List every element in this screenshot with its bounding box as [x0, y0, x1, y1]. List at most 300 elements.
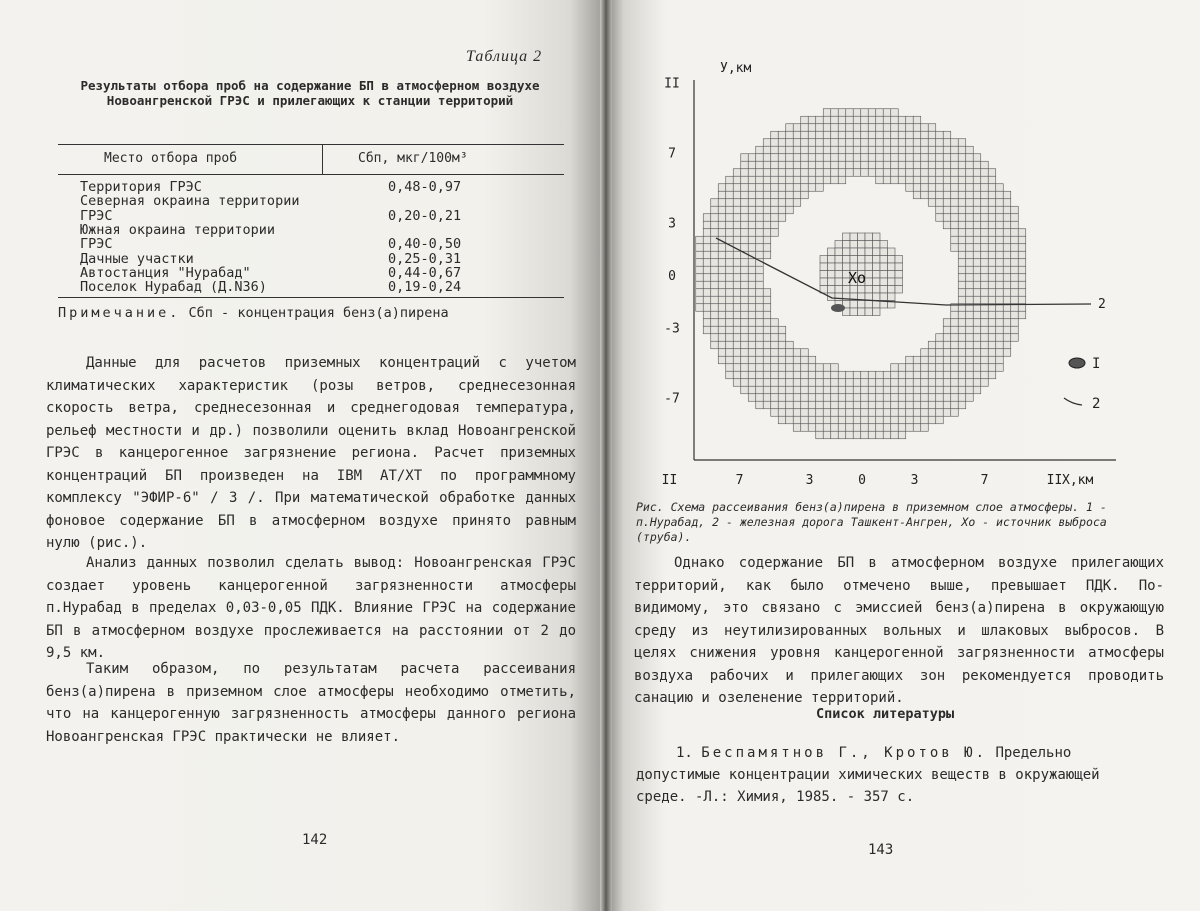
outer-ring-cell — [891, 109, 899, 117]
outer-ring-cell — [891, 154, 899, 162]
outer-ring-cell — [808, 401, 816, 409]
inner-ring-cell — [873, 263, 881, 271]
outer-ring-cell — [958, 259, 966, 267]
outer-ring-cell — [951, 401, 959, 409]
outer-ring-cell — [1011, 296, 1019, 304]
outer-ring-cell — [703, 266, 711, 274]
outer-ring-cell — [958, 146, 966, 154]
table-cell-value: 0,48-0,97 — [388, 179, 462, 195]
outer-ring-cell — [711, 274, 719, 282]
outer-ring-cell — [891, 379, 899, 387]
outer-ring-cell — [988, 259, 996, 267]
outer-ring-cell — [846, 416, 854, 424]
outer-ring-cell — [726, 296, 734, 304]
outer-ring-cell — [718, 229, 726, 237]
outer-ring-cell — [958, 379, 966, 387]
outer-ring-cell — [943, 206, 951, 214]
outer-ring-cell — [868, 371, 876, 379]
outer-ring-cell — [741, 326, 749, 334]
outer-ring-cell — [703, 289, 711, 297]
outer-ring-cell — [1003, 266, 1011, 274]
outer-ring-cell — [981, 341, 989, 349]
outer-ring-cell — [898, 116, 906, 124]
outer-ring-cell — [741, 304, 749, 312]
outer-ring-cell — [1011, 281, 1019, 289]
outer-ring-cell — [988, 296, 996, 304]
outer-ring-cell — [771, 146, 779, 154]
outer-ring-cell — [771, 221, 779, 229]
outer-ring-cell — [853, 109, 861, 117]
outer-ring-cell — [741, 206, 749, 214]
outer-ring-cell — [906, 124, 914, 132]
right-paragraph — [634, 552, 1164, 710]
outer-ring-cell — [846, 139, 854, 147]
outer-ring-cell — [966, 191, 974, 199]
outer-ring-cell — [996, 236, 1004, 244]
outer-ring-cell — [846, 124, 854, 132]
outer-ring-cell — [1003, 341, 1011, 349]
outer-ring-cell — [801, 124, 809, 132]
outer-ring-cell — [936, 146, 944, 154]
outer-ring-cell — [846, 409, 854, 417]
outer-ring-cell — [943, 401, 951, 409]
outer-ring-cell — [726, 371, 734, 379]
outer-ring-cell — [996, 364, 1004, 372]
outer-ring-cell — [981, 281, 989, 289]
outer-ring-cell — [936, 169, 944, 177]
outer-ring-cell — [771, 334, 779, 342]
outer-ring-cell — [823, 386, 831, 394]
outer-ring-cell — [861, 169, 869, 177]
y-tick-label: 3 — [668, 216, 676, 232]
outer-ring-cell — [816, 161, 824, 169]
outer-ring-cell — [921, 169, 929, 177]
outer-ring-cell — [771, 326, 779, 334]
outer-ring-cell — [718, 341, 726, 349]
outer-ring-cell — [733, 176, 741, 184]
outer-ring-cell — [1003, 236, 1011, 244]
outer-ring-cell — [823, 169, 831, 177]
outer-ring-cell — [973, 214, 981, 222]
outer-ring-cell — [853, 116, 861, 124]
outer-ring-cell — [958, 274, 966, 282]
outer-ring-cell — [868, 154, 876, 162]
outer-ring-cell — [763, 341, 771, 349]
outer-ring-cell — [846, 431, 854, 439]
outer-ring-cell — [876, 379, 884, 387]
outer-ring-cell — [936, 214, 944, 222]
outer-ring-cell — [756, 326, 764, 334]
outer-ring-cell — [913, 184, 921, 192]
outer-ring-cell — [1011, 319, 1019, 327]
outer-ring-cell — [696, 251, 704, 259]
outer-ring-cell — [741, 154, 749, 162]
outer-ring-cell — [726, 311, 734, 319]
outer-ring-cell — [966, 289, 974, 297]
outer-ring-cell — [831, 424, 839, 432]
outer-ring-cell — [711, 296, 719, 304]
outer-ring-cell — [921, 161, 929, 169]
references-heading: Список литературы — [816, 706, 955, 722]
outer-ring-cell — [801, 409, 809, 417]
outer-ring-cell — [868, 394, 876, 402]
outer-ring-cell — [726, 184, 734, 192]
outer-ring-cell — [928, 154, 936, 162]
outer-ring-cell — [838, 386, 846, 394]
outer-ring-cell — [763, 319, 771, 327]
outer-ring-cell — [763, 169, 771, 177]
outer-ring-cell — [951, 326, 959, 334]
outer-ring-cell — [898, 161, 906, 169]
outer-ring-cell — [733, 304, 741, 312]
outer-ring-cell — [1011, 266, 1019, 274]
outer-ring-cell — [756, 379, 764, 387]
outer-ring-cell — [898, 416, 906, 424]
inner-ring-cell — [865, 286, 873, 294]
outer-ring-cell — [816, 401, 824, 409]
outer-ring-cell — [711, 319, 719, 327]
outer-ring-cell — [898, 124, 906, 132]
outer-ring-cell — [778, 334, 786, 342]
outer-ring-cell — [808, 416, 816, 424]
outer-ring-cell — [756, 304, 764, 312]
outer-ring-cell — [928, 341, 936, 349]
outer-ring-cell — [921, 154, 929, 162]
outer-ring-cell — [748, 244, 756, 252]
outer-ring-cell — [756, 191, 764, 199]
outer-ring-cell — [913, 139, 921, 147]
outer-ring-cell — [928, 386, 936, 394]
outer-ring-cell — [928, 139, 936, 147]
outer-ring-cell — [801, 416, 809, 424]
paragraph-3 — [46, 658, 576, 748]
outer-ring-cell — [726, 176, 734, 184]
outer-ring-cell — [988, 251, 996, 259]
outer-ring-cell — [928, 379, 936, 387]
inner-ring-cell — [873, 248, 881, 256]
outer-ring-cell — [838, 371, 846, 379]
inner-ring-cell — [843, 241, 851, 249]
outer-ring-cell — [943, 154, 951, 162]
outer-ring-cell — [996, 356, 1004, 364]
outer-ring-cell — [883, 146, 891, 154]
outer-ring-cell — [756, 146, 764, 154]
outer-ring-cell — [883, 379, 891, 387]
outer-ring-cell — [1018, 296, 1026, 304]
outer-ring-cell — [823, 109, 831, 117]
outer-ring-cell — [943, 176, 951, 184]
outer-ring-cell — [756, 154, 764, 162]
outer-ring-cell — [778, 409, 786, 417]
outer-ring-cell — [943, 371, 951, 379]
outer-ring-cell — [951, 206, 959, 214]
outer-ring-cell — [793, 199, 801, 207]
outer-ring-cell — [1018, 274, 1026, 282]
outer-ring-cell — [793, 349, 801, 357]
outer-ring-cell — [786, 349, 794, 357]
outer-ring-cell — [861, 109, 869, 117]
outer-ring-cell — [958, 319, 966, 327]
outer-ring-cell — [996, 341, 1004, 349]
outer-ring-cell — [981, 214, 989, 222]
paragraph-1 — [46, 352, 576, 555]
table-note — [58, 305, 449, 321]
railway-line — [716, 238, 1091, 305]
legend-1-label: I — [1092, 356, 1101, 372]
outer-ring-cell — [861, 139, 869, 147]
outer-ring-cell — [741, 214, 749, 222]
outer-ring-cell — [996, 184, 1004, 192]
outer-ring-cell — [861, 371, 869, 379]
outer-ring-cell — [861, 379, 869, 387]
outer-ring-cell — [973, 349, 981, 357]
outer-ring-cell — [876, 146, 884, 154]
outer-ring-cell — [906, 146, 914, 154]
outer-ring-cell — [951, 334, 959, 342]
table-number: Таблица 2 — [466, 48, 543, 65]
inner-ring-cell — [880, 248, 888, 256]
outer-ring-cell — [876, 424, 884, 432]
outer-ring-cell — [951, 176, 959, 184]
outer-ring-cell — [748, 176, 756, 184]
outer-ring-cell — [876, 416, 884, 424]
outer-ring-cell — [853, 424, 861, 432]
outer-ring-cell — [921, 364, 929, 372]
outer-ring-cell — [793, 379, 801, 387]
outer-ring-cell — [778, 214, 786, 222]
outer-ring-cell — [973, 266, 981, 274]
outer-ring-cell — [771, 409, 779, 417]
outer-ring-cell — [996, 319, 1004, 327]
outer-ring-cell — [703, 304, 711, 312]
outer-ring-cell — [771, 184, 779, 192]
outer-ring-cell — [816, 169, 824, 177]
outer-ring-cell — [966, 319, 974, 327]
outer-ring-cell — [793, 169, 801, 177]
inner-ring-cell — [820, 263, 828, 271]
outer-ring-cell — [936, 154, 944, 162]
outer-ring-cell — [928, 409, 936, 417]
outer-ring-cell — [703, 326, 711, 334]
outer-ring-cell — [748, 161, 756, 169]
outer-ring-cell — [958, 281, 966, 289]
outer-ring-cell — [711, 236, 719, 244]
outer-ring-cell — [763, 161, 771, 169]
outer-ring-cell — [771, 341, 779, 349]
outer-ring-cell — [966, 379, 974, 387]
outer-ring-cell — [718, 221, 726, 229]
outer-ring-cell — [958, 356, 966, 364]
outer-ring-cell — [823, 116, 831, 124]
inner-ring-cell — [880, 286, 888, 294]
outer-ring-cell — [868, 169, 876, 177]
outer-ring-cell — [741, 341, 749, 349]
outer-ring-cell — [906, 424, 914, 432]
outer-ring-cell — [748, 319, 756, 327]
outer-ring-cell — [913, 394, 921, 402]
outer-ring-cell — [876, 154, 884, 162]
outer-ring-cell — [921, 371, 929, 379]
outer-ring-cell — [846, 379, 854, 387]
outer-ring-cell — [973, 319, 981, 327]
outer-ring-cell — [771, 139, 779, 147]
outer-ring-cell — [996, 251, 1004, 259]
outer-ring-cell — [786, 356, 794, 364]
outer-ring-cell — [913, 371, 921, 379]
outer-ring-cell — [831, 401, 839, 409]
outer-ring-cell — [748, 274, 756, 282]
outer-ring-cell — [883, 116, 891, 124]
outer-ring-cell — [936, 349, 944, 357]
outer-ring-cell — [823, 416, 831, 424]
reference-1-text: Предельно допустимые концентрации химических веществ в окружающей среде. -Л.: Химия, 1985. - 357 с. — [636, 745, 1100, 805]
outer-ring-cell — [981, 356, 989, 364]
outer-ring-cell — [846, 161, 854, 169]
outer-ring-cell — [936, 401, 944, 409]
outer-ring-cell — [853, 169, 861, 177]
outer-ring-cell — [883, 131, 891, 139]
outer-ring-cell — [733, 236, 741, 244]
outer-ring-cell — [921, 184, 929, 192]
outer-ring-cell — [726, 259, 734, 267]
outer-ring-cell — [951, 244, 959, 252]
outer-ring-cell — [913, 161, 921, 169]
outer-ring-cell — [696, 236, 704, 244]
outer-ring-cell — [793, 401, 801, 409]
outer-ring-cell — [793, 154, 801, 162]
outer-ring-cell — [936, 334, 944, 342]
outer-ring-cell — [756, 161, 764, 169]
outer-ring-cell — [936, 364, 944, 372]
outer-ring-cell — [778, 386, 786, 394]
outer-ring-cell — [943, 364, 951, 372]
y-tick-label: 0 — [668, 269, 676, 284]
outer-ring-cell — [928, 131, 936, 139]
outer-ring-cell — [891, 364, 899, 372]
outer-ring-cell — [778, 401, 786, 409]
outer-ring-cell — [748, 236, 756, 244]
outer-ring-cell — [763, 334, 771, 342]
outer-ring-cell — [996, 221, 1004, 229]
inner-ring-cell — [873, 286, 881, 294]
outer-ring-cell — [1011, 251, 1019, 259]
outer-ring-cell — [838, 379, 846, 387]
outer-ring-cell — [741, 169, 749, 177]
outer-ring-cell — [936, 416, 944, 424]
outer-ring-cell — [816, 364, 824, 372]
outer-ring-cell — [786, 191, 794, 199]
outer-ring-cell — [786, 401, 794, 409]
outer-ring-cell — [973, 199, 981, 207]
outer-ring-cell — [951, 154, 959, 162]
outer-ring-cell — [966, 161, 974, 169]
outer-ring-cell — [861, 161, 869, 169]
outer-ring-cell — [853, 139, 861, 147]
outer-ring-cell — [996, 289, 1004, 297]
outer-ring-cell — [921, 424, 929, 432]
outer-ring-cell — [801, 349, 809, 357]
outer-ring-cell — [876, 124, 884, 132]
outer-ring-cell — [801, 161, 809, 169]
inner-ring-cell — [850, 308, 858, 316]
outer-ring-cell — [883, 161, 891, 169]
inner-ring-cell — [820, 256, 828, 264]
outer-ring-cell — [741, 334, 749, 342]
outer-ring-cell — [951, 139, 959, 147]
outer-ring-cell — [756, 176, 764, 184]
outer-ring-cell — [801, 139, 809, 147]
outer-ring-cell — [973, 364, 981, 372]
outer-ring-cell — [1011, 334, 1019, 342]
outer-ring-cell — [808, 356, 816, 364]
outer-ring-cell — [733, 379, 741, 387]
outer-ring-cell — [748, 289, 756, 297]
table-cell-value: 0,25-0,31 — [388, 250, 462, 267]
outer-ring-cell — [1003, 251, 1011, 259]
outer-ring-cell — [906, 131, 914, 139]
outer-ring-cell — [966, 259, 974, 267]
outer-ring-cell — [816, 386, 824, 394]
outer-ring-cell — [763, 326, 771, 334]
inner-ring-cell — [850, 241, 858, 249]
table-cell-value: 0,19-0,24 — [388, 279, 462, 296]
outer-ring-cell — [928, 124, 936, 132]
outer-ring-cell — [793, 371, 801, 379]
outer-ring-cell — [883, 416, 891, 424]
outer-ring-cell — [748, 311, 756, 319]
outer-ring-cell — [891, 371, 899, 379]
right-page — [606, 0, 1200, 911]
outer-ring-cell — [748, 386, 756, 394]
outer-ring-cell — [838, 431, 846, 439]
outer-ring-cell — [966, 154, 974, 162]
outer-ring-cell — [808, 409, 816, 417]
outer-ring-cell — [981, 169, 989, 177]
outer-ring-cell — [876, 409, 884, 417]
outer-ring-cell — [1011, 229, 1019, 237]
outer-ring-cell — [943, 319, 951, 327]
outer-ring-cell — [718, 281, 726, 289]
outer-ring-cell — [718, 214, 726, 222]
outer-ring-cell — [756, 199, 764, 207]
inner-ring-cell — [880, 271, 888, 279]
outer-ring-cell — [898, 386, 906, 394]
outer-ring-cell — [966, 334, 974, 342]
outer-ring-cell — [831, 176, 839, 184]
outer-ring-cell — [748, 371, 756, 379]
outer-ring-cell — [1003, 274, 1011, 282]
inner-ring-cell — [835, 241, 843, 249]
outer-ring-cell — [778, 139, 786, 147]
table-cell-place: Автостанция "Нурабад" — [80, 264, 251, 281]
inner-ring-cell — [865, 263, 873, 271]
outer-ring-cell — [801, 191, 809, 199]
outer-ring-cell — [696, 274, 704, 282]
outer-ring-cell — [853, 131, 861, 139]
inner-ring-cell — [888, 263, 896, 271]
inner-ring-cell — [835, 271, 843, 279]
outer-ring-cell — [838, 146, 846, 154]
inner-ring-cell — [835, 263, 843, 271]
outer-ring-cell — [981, 296, 989, 304]
outer-ring-cell — [988, 364, 996, 372]
outer-ring-cell — [748, 229, 756, 237]
outer-ring-cell — [1003, 244, 1011, 252]
outer-ring-cell — [696, 289, 704, 297]
inner-ring-cell — [895, 256, 903, 264]
outer-ring-cell — [891, 176, 899, 184]
outer-ring-cell — [696, 244, 704, 252]
